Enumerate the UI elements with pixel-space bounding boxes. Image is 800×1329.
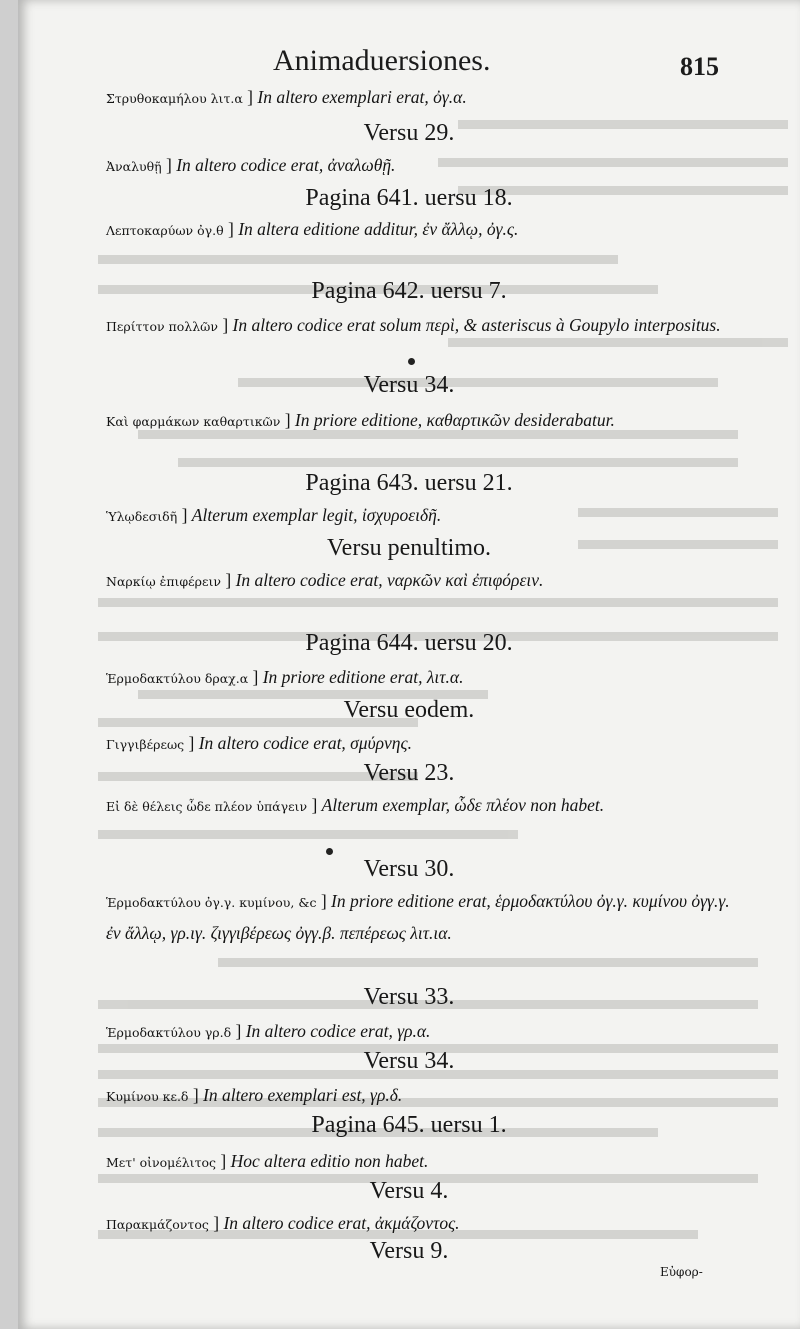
section-heading: Versu 29.	[363, 120, 455, 146]
note-text: In altero codice erat, ἀναλωθῇ.	[176, 155, 396, 175]
section-heading: Versu 4.	[369, 1178, 449, 1204]
note-lemma: Ἑρμοδακτύλου δραχ.α	[106, 671, 249, 686]
note-entry: Γιγγιβέρεως ] In altero codice erat, σμύρνης.	[106, 733, 412, 753]
note-text: Alterum exemplar legit, ἰσχυροειδῆ.	[191, 505, 442, 525]
note-entry: Κυμίνου κε.δ ] In altero exemplari est, γρ.δ.	[106, 1085, 403, 1105]
note-entry: Ἀναλυθῇ ] In altero codice erat, ἀναλωθῇ.	[106, 155, 396, 175]
note-text: In altero codice erat, σμύρνης.	[198, 733, 412, 753]
ink-speck	[408, 358, 415, 365]
note-text: Alterum exemplar, ὧδε πλέον non habet.	[321, 795, 605, 815]
note-entry: Ναρκίῳ ἐπιφέρειν ] In altero codice erat, ναρκῶν καὶ ἐπιφόρειν.	[106, 570, 544, 590]
section-heading: Versu 33.	[363, 984, 455, 1010]
note-lemma: Λεπτοκαρύων ὀγ.θ	[106, 223, 224, 238]
page-header	[18, 44, 800, 84]
note-text: In altero exemplari erat, ὀγ.α.	[257, 87, 467, 107]
running-title: Animaduersiones.	[273, 44, 491, 77]
note-text: Hoc altera editio non habet.	[230, 1151, 429, 1171]
section-heading: Versu 23.	[363, 760, 455, 786]
note-entry: Ἑρμοδακτύλου δραχ.α ] In priore editione erat, λιτ.α.	[106, 667, 464, 687]
section-heading: Versu 30.	[363, 856, 455, 882]
note-text: In priore editione, καθαρτικῶν desiderabatur.	[294, 410, 615, 430]
section-heading: Versu 34.	[363, 1048, 455, 1074]
note-text: In altero codice erat, ἀκμάζοντος.	[223, 1213, 460, 1233]
note-text: In priore editione erat, λιτ.α.	[262, 667, 464, 687]
page-number: 815	[680, 52, 719, 81]
note-lemma: Εἰ δὲ θέλεις ὧδε πλέον ὑπάγειν	[106, 799, 308, 814]
note-entry: Καὶ φαρμάκων καθαρτικῶν ] In priore editione, καθαρτικῶν desiderabatur.	[106, 410, 615, 430]
catchword: Εὐφορ-	[660, 1265, 703, 1279]
section-heading: Pagina 641. uersu 18.	[305, 185, 513, 211]
section-heading: Pagina 642. uersu 7.	[311, 278, 507, 304]
note-entry: Παρακμάζοντος ] In altero codice erat, ἀκμάζοντος.	[106, 1213, 460, 1233]
note-lemma: Ναρκίῳ ἐπιφέρειν	[106, 574, 221, 589]
ink-speck	[326, 848, 333, 855]
note-entry: Ἑρμοδακτύλου γρ.δ ] In altero codice erat, γρ.α.	[106, 1021, 431, 1041]
section-heading: Pagina 645. uersu 1.	[311, 1112, 507, 1138]
note-lemma: Στρυθοκαμήλου λιτ.α	[106, 91, 243, 106]
section-heading: Pagina 643. uersu 21.	[305, 470, 513, 496]
note-entry: Εἰ δὲ θέλεις ὧδε πλέον ὑπάγειν ] Alterum exemplar, ὧδε πλέον non habet.	[106, 795, 605, 815]
note-lemma: Ἑρμοδακτύλου γρ.δ	[106, 1025, 232, 1040]
section-heading: Versu 9.	[369, 1238, 449, 1264]
note-entry: Ἑρμοδακτύλου ὀγ.γ. κυμίνου, &c ] In priore editione erat, ἑρμοδακτύλου ὀγ.γ. κυμίνου ὀγγ.γ. ἐν ἄλλῳ, γρ.ιγ. ζιγγιβέρεως ὀγγ.β. πεπέρεως λιτ.ια.	[106, 891, 730, 943]
note-entry: Ὑλῳδεσιδῆ ] Alterum exemplar legit, ἰσχυροειδῆ.	[106, 505, 442, 525]
section-heading: Pagina 644. uersu 20.	[305, 630, 513, 656]
note-lemma: Ὑλῳδεσιδῆ	[106, 509, 178, 524]
note-lemma: Ἑρμοδακτύλου ὀγ.γ. κυμίνου, &c	[106, 895, 317, 910]
section-heading: Versu eodem.	[343, 697, 475, 723]
note-lemma: Γιγγιβέρεως	[106, 737, 185, 752]
note-lemma: Κυμίνου κε.δ	[106, 1089, 189, 1104]
note-text: In altero codice erat, ναρκῶν καὶ ἐπιφόρειν.	[235, 570, 544, 590]
note-text: In altera editione additur, ἐν ἄλλῳ, ὀγ.ς.	[238, 219, 519, 239]
note-lemma: Μετ' οἰνομέλιτος	[106, 1155, 217, 1170]
note-entry: Μετ' οἰνομέλιτος ] Hoc altera editio non habet.	[106, 1151, 429, 1171]
book-page	[18, 0, 800, 1329]
note-text: In priore editione erat, ἑρμοδακτύλου ὀγ.γ. κυμίνου ὀγγ.γ. ἐν ἄλλῳ, γρ.ιγ. ζιγγιβέρεως ὀγγ.β. πεπέρεως λιτ.ια.	[106, 891, 730, 943]
note-text: In altero codice erat, γρ.α.	[245, 1021, 431, 1041]
note-entry: Λεπτοκαρύων ὀγ.θ ] In altera editione additur, ἐν ἄλλῳ, ὀγ.ς.	[106, 219, 519, 239]
note-lemma: Περίττον πολλῶν	[106, 319, 218, 334]
section-heading: Versu penultimo.	[327, 535, 491, 561]
section-heading: Versu 34.	[363, 372, 455, 398]
note-entry: Περίττον πολλῶν ] In altero codice erat solum περὶ, & asteriscus à Goupylo interpositus.	[106, 315, 721, 335]
note-lemma: Καὶ φαρμάκων καθαρτικῶν	[106, 414, 281, 429]
note-text: In altero exemplari est, γρ.δ.	[203, 1085, 403, 1105]
note-lemma: Παρακμάζοντος	[106, 1217, 209, 1232]
note-entry: Στρυθοκαμήλου λιτ.α ] In altero exemplari erat, ὀγ.α.	[106, 87, 467, 107]
note-lemma: Ἀναλυθῇ	[106, 159, 162, 174]
note-text: In altero codice erat solum περὶ, & asteriscus à Goupylo interpositus.	[232, 315, 721, 335]
